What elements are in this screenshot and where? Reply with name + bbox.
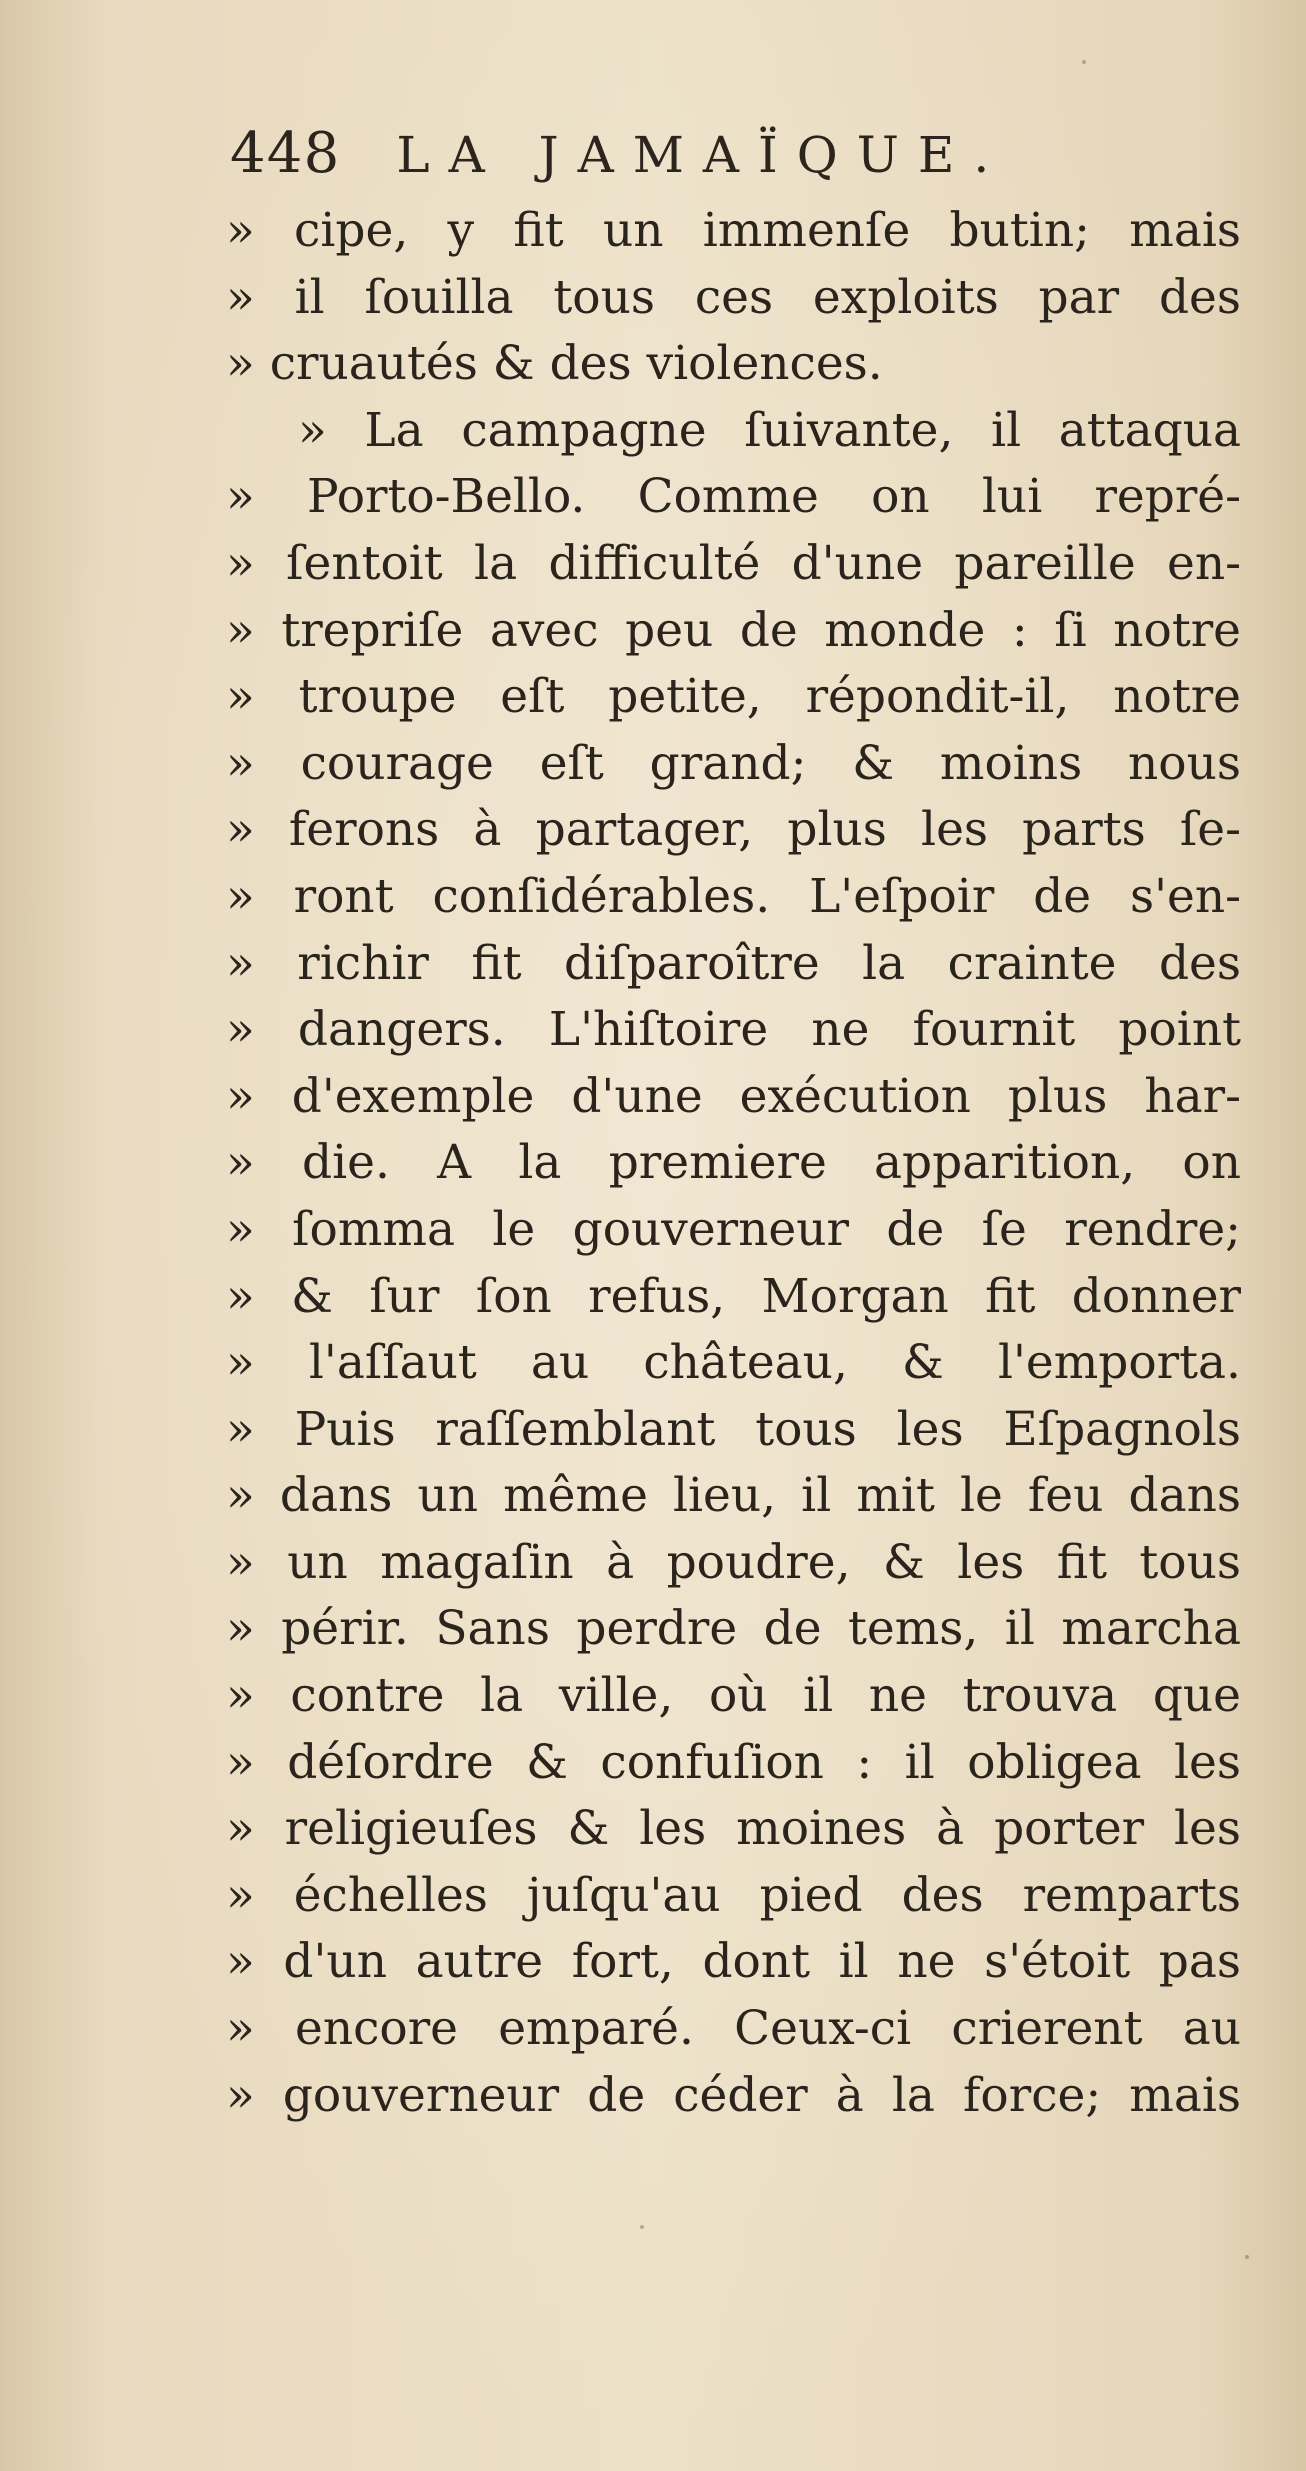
running-title: LA JAMAÏQUE.	[396, 126, 1009, 184]
text-line: » courage eſt grand; & moins nous	[226, 735, 1241, 791]
text-line: » Porto-Bello. Comme on lui repré-	[226, 469, 1241, 525]
paper-speck	[1245, 2255, 1249, 2259]
paper-speck	[640, 2225, 644, 2229]
text-line: » ferons à partager, plus les parts ſe-	[226, 802, 1241, 858]
text-line: » encore emparé. Ceux-ci crierent au	[226, 2001, 1241, 2057]
text-line: » cruautés & des violences.	[226, 336, 883, 392]
text-line: » périr. Sans perdre de tems, il marcha	[226, 1601, 1241, 1657]
text-line: » religieuſes & les moines à porter les	[226, 1801, 1241, 1857]
text-line: » il ſouilla tous ces exploits par des	[226, 269, 1241, 325]
text-line: » Puis raſſemblant tous les Eſpagnols	[226, 1401, 1241, 1457]
text-line: » die. A la premiere apparition, on	[226, 1135, 1241, 1191]
text-line: » ront conſidérables. L'eſpoir de s'en-	[226, 868, 1241, 924]
text-line: » trepriſe avec peu de monde : ſi notre	[226, 602, 1241, 658]
paper-speck	[1082, 60, 1086, 64]
text-line: » troupe eſt petite, répondit-il, notre	[226, 669, 1241, 725]
text-line: » un magaſin à poudre, & les fit tous	[226, 1534, 1241, 1590]
text-line: » La campagne ſuivante, il attaqua	[298, 402, 1241, 458]
text-line: » échelles juſqu'au pied des remparts	[226, 1867, 1241, 1923]
running-head	[230, 118, 1008, 186]
text-line: » l'aſſaut au château, & l'emporta.	[226, 1335, 1241, 1391]
text-line: » & ſur ſon refus, Morgan fit donner	[226, 1268, 1241, 1324]
text-line: » ſomma le gouverneur de ſe rendre;	[226, 1201, 1241, 1257]
text-line: » dangers. L'hiſtoire ne fournit point	[226, 1002, 1241, 1058]
text-line: » dans un même lieu, il mit le feu dans	[226, 1468, 1241, 1524]
body-text	[226, 198, 1241, 2129]
text-line: » cipe, y fit un immenſe butin; mais	[226, 203, 1241, 258]
text-line: » d'exemple d'une exécution plus har-	[226, 1068, 1241, 1124]
text-line: » déſordre & confuſion : il obligea les	[226, 1734, 1241, 1790]
text-line: » gouverneur de céder à la force; mais	[226, 2067, 1241, 2123]
text-line: » richir fit diſparoître la crainte des	[226, 935, 1241, 991]
text-line: » d'un autre fort, dont il ne s'étoit pas	[226, 1934, 1241, 1990]
text-line: » ſentoit la difficulté d'une pareille en-	[226, 535, 1241, 591]
text-line: » contre la ville, où il ne trouva que	[226, 1668, 1241, 1724]
page-number: 448	[230, 121, 341, 186]
